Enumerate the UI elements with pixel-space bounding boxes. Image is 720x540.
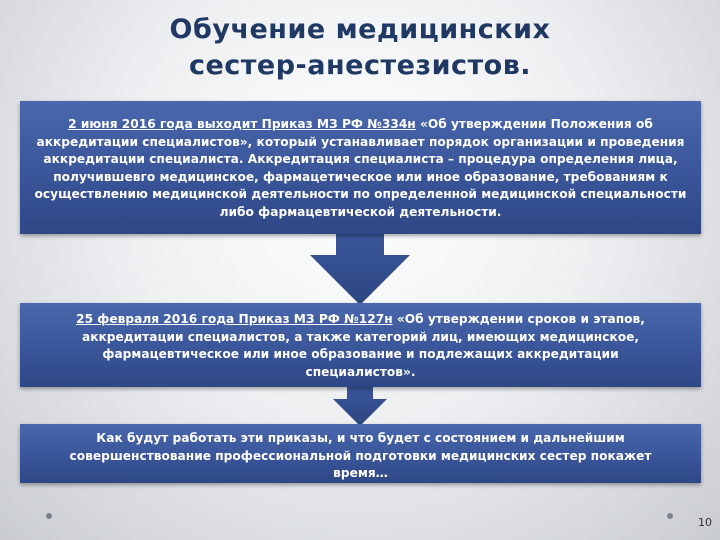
- down-arrow-1: [310, 230, 410, 305]
- slide-title: [60, 12, 660, 84]
- order-127n-block: [20, 303, 701, 387]
- page-number: 10: [698, 516, 712, 529]
- conclusion-text: Как будут работать эти приказы, и что будет с состоянием и дальнейшим совершенствование профессиональной подготовки медицинских сестер покажет время…: [69, 431, 652, 480]
- slide-title-line-1: Обучение медицинских: [169, 14, 551, 45]
- order-127n-reference: 25 февраля 2016 года Приказ МЗ РФ №127н: [76, 312, 393, 326]
- order-127n-text: «Об утверждении сроков и этапов, аккредитации специалистов, а также категорий лиц, имеющих медицинское, фармацевтическое или иное образование и подлежащих аккредитации специалистов».: [82, 312, 645, 379]
- order-334n-text: «Об утверждении Положения об аккредитации специалистов», который устанавливает порядок организации и проведения аккредитации специалиста. Аккредитация специалиста – процедура определения лица, получившевго медицинское, фармацетическое или иное образование, требованиям к осуществлению медицинской деятельности по определенной медицинской специальности либо фармацевтической деятельности.: [34, 117, 687, 219]
- decorative-dot-left: [46, 513, 52, 519]
- order-334n-reference: 2 июня 2016 года выходит Приказ МЗ РФ №334н: [68, 117, 416, 131]
- conclusion-block: [20, 424, 701, 483]
- decorative-dot-right: [667, 513, 673, 519]
- order-334n-block: [20, 101, 701, 234]
- slide-title-line-2: сестер-анестезистов.: [188, 50, 532, 81]
- down-arrow-2: [333, 385, 387, 426]
